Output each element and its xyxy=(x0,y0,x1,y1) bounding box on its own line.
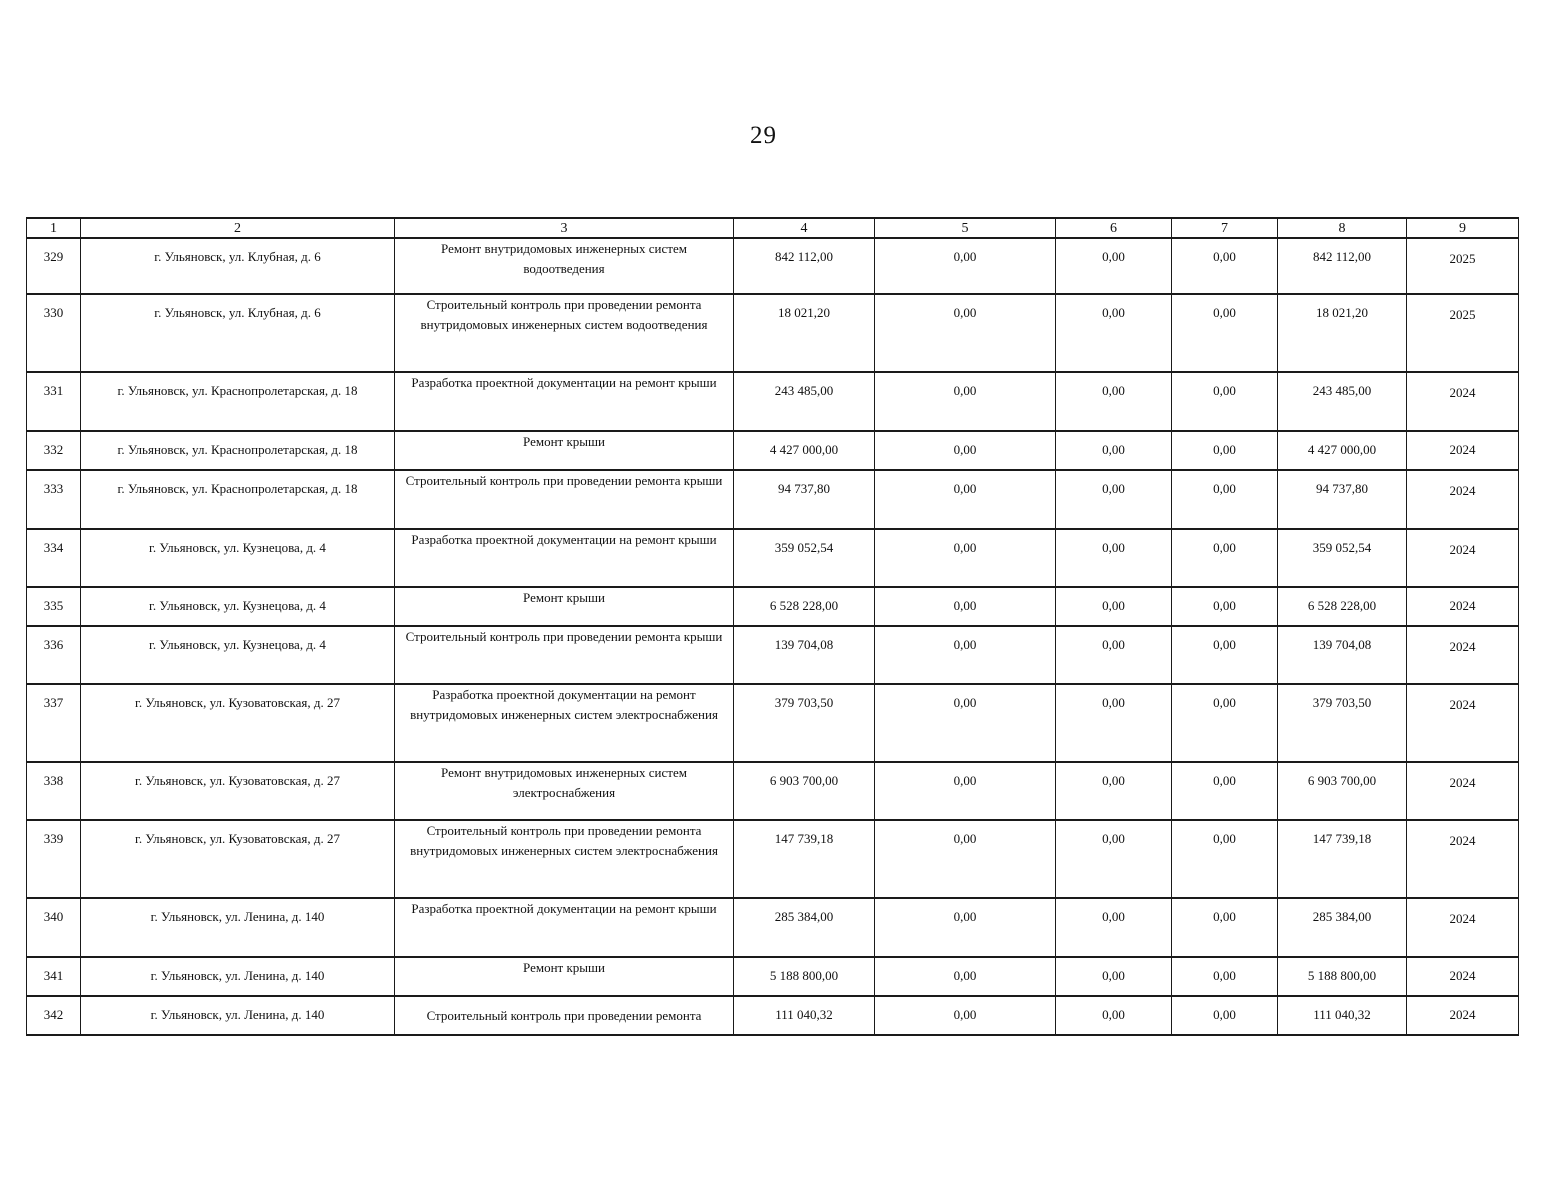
column-6-cell: 0,00 xyxy=(1056,820,1172,898)
total-cost-cell: 111 040,32 xyxy=(734,996,875,1035)
column-7-cell: 0,00 xyxy=(1172,294,1278,372)
table-row xyxy=(27,529,1519,587)
column-5-cell: 0,00 xyxy=(875,294,1056,372)
address-cell: г. Ульяновск, ул. Клубная, д. 6 xyxy=(81,238,395,294)
table-body xyxy=(27,238,1519,1035)
row-number-cell: 338 xyxy=(27,762,81,820)
address-cell: г. Ульяновск, ул. Ленина, д. 140 xyxy=(81,898,395,957)
page-number: 29 xyxy=(750,122,777,149)
total-cost-cell: 94 737,80 xyxy=(734,470,875,529)
year-cell: 2024 xyxy=(1407,587,1519,626)
work-description-cell: Строительный контроль при проведении ремонта крыши xyxy=(395,626,734,684)
table-row xyxy=(27,996,1519,1035)
column-number: 1 xyxy=(27,218,81,238)
column-7-cell: 0,00 xyxy=(1172,372,1278,431)
column-number: 8 xyxy=(1278,218,1407,238)
year-cell: 2024 xyxy=(1407,820,1519,898)
year-cell: 2025 xyxy=(1407,238,1519,294)
column-6-cell: 0,00 xyxy=(1056,957,1172,996)
column-5-cell: 0,00 xyxy=(875,898,1056,957)
column-6-cell: 0,00 xyxy=(1056,294,1172,372)
column-5-cell: 0,00 xyxy=(875,762,1056,820)
table-row xyxy=(27,957,1519,996)
total-cost-cell: 243 485,00 xyxy=(734,372,875,431)
address-cell: г. Ульяновск, ул. Кузнецова, д. 4 xyxy=(81,587,395,626)
column-number: 2 xyxy=(81,218,395,238)
column-8-cell: 359 052,54 xyxy=(1278,529,1407,587)
year-cell: 2024 xyxy=(1407,529,1519,587)
work-description-cell: Ремонт крыши xyxy=(395,431,734,470)
work-description-cell: Разработка проектной документации на ремонт крыши xyxy=(395,372,734,431)
column-6-cell: 0,00 xyxy=(1056,684,1172,762)
address-cell: г. Ульяновск, ул. Кузнецова, д. 4 xyxy=(81,626,395,684)
table-row xyxy=(27,898,1519,957)
column-7-cell: 0,00 xyxy=(1172,431,1278,470)
column-number-row xyxy=(27,218,1519,238)
column-5-cell: 0,00 xyxy=(875,587,1056,626)
column-6-cell: 0,00 xyxy=(1056,470,1172,529)
column-6-cell: 0,00 xyxy=(1056,372,1172,431)
column-8-cell: 285 384,00 xyxy=(1278,898,1407,957)
column-number: 9 xyxy=(1407,218,1519,238)
year-cell: 2024 xyxy=(1407,626,1519,684)
total-cost-cell: 147 739,18 xyxy=(734,820,875,898)
table-row xyxy=(27,294,1519,372)
column-7-cell: 0,00 xyxy=(1172,898,1278,957)
column-6-cell: 0,00 xyxy=(1056,238,1172,294)
column-7-cell: 0,00 xyxy=(1172,684,1278,762)
total-cost-cell: 285 384,00 xyxy=(734,898,875,957)
column-8-cell: 147 739,18 xyxy=(1278,820,1407,898)
work-description-cell: Строительный контроль при проведении ремонта xyxy=(395,996,734,1035)
column-7-cell: 0,00 xyxy=(1172,470,1278,529)
column-5-cell: 0,00 xyxy=(875,996,1056,1035)
year-cell: 2024 xyxy=(1407,684,1519,762)
work-description-cell: Ремонт крыши xyxy=(395,587,734,626)
column-8-cell: 139 704,08 xyxy=(1278,626,1407,684)
table-row xyxy=(27,238,1519,294)
row-number-cell: 330 xyxy=(27,294,81,372)
table-row xyxy=(27,762,1519,820)
table-row xyxy=(27,372,1519,431)
column-8-cell: 5 188 800,00 xyxy=(1278,957,1407,996)
column-number: 3 xyxy=(395,218,734,238)
address-cell: г. Ульяновск, ул. Краснопролетарская, д. 18 xyxy=(81,470,395,529)
row-number-cell: 335 xyxy=(27,587,81,626)
column-6-cell: 0,00 xyxy=(1056,996,1172,1035)
column-5-cell: 0,00 xyxy=(875,684,1056,762)
total-cost-cell: 4 427 000,00 xyxy=(734,431,875,470)
column-5-cell: 0,00 xyxy=(875,372,1056,431)
column-8-cell: 94 737,80 xyxy=(1278,470,1407,529)
year-cell: 2024 xyxy=(1407,898,1519,957)
row-number-cell: 341 xyxy=(27,957,81,996)
year-cell: 2024 xyxy=(1407,431,1519,470)
column-8-cell: 18 021,20 xyxy=(1278,294,1407,372)
column-number: 5 xyxy=(875,218,1056,238)
total-cost-cell: 379 703,50 xyxy=(734,684,875,762)
column-7-cell: 0,00 xyxy=(1172,587,1278,626)
work-description-cell: Ремонт внутридомовых инженерных систем водоотведения xyxy=(395,238,734,294)
total-cost-cell: 6 903 700,00 xyxy=(734,762,875,820)
column-5-cell: 0,00 xyxy=(875,626,1056,684)
row-number-cell: 337 xyxy=(27,684,81,762)
column-8-cell: 379 703,50 xyxy=(1278,684,1407,762)
column-6-cell: 0,00 xyxy=(1056,762,1172,820)
row-number-cell: 336 xyxy=(27,626,81,684)
row-number-cell: 333 xyxy=(27,470,81,529)
address-cell: г. Ульяновск, ул. Краснопролетарская, д. 18 xyxy=(81,431,395,470)
year-cell: 2024 xyxy=(1407,762,1519,820)
year-cell: 2024 xyxy=(1407,372,1519,431)
address-cell: г. Ульяновск, ул. Кузоватовская, д. 27 xyxy=(81,820,395,898)
year-cell: 2024 xyxy=(1407,470,1519,529)
address-cell: г. Ульяновск, ул. Кузнецова, д. 4 xyxy=(81,529,395,587)
table-row xyxy=(27,431,1519,470)
column-6-cell: 0,00 xyxy=(1056,626,1172,684)
table-row xyxy=(27,820,1519,898)
column-8-cell: 6 528 228,00 xyxy=(1278,587,1407,626)
total-cost-cell: 359 052,54 xyxy=(734,529,875,587)
column-8-cell: 111 040,32 xyxy=(1278,996,1407,1035)
work-description-cell: Ремонт внутридомовых инженерных систем электроснабжения xyxy=(395,762,734,820)
total-cost-cell: 842 112,00 xyxy=(734,238,875,294)
total-cost-cell: 139 704,08 xyxy=(734,626,875,684)
works-table xyxy=(26,217,1519,1036)
row-number-cell: 339 xyxy=(27,820,81,898)
column-8-cell: 4 427 000,00 xyxy=(1278,431,1407,470)
column-7-cell: 0,00 xyxy=(1172,238,1278,294)
column-8-cell: 243 485,00 xyxy=(1278,372,1407,431)
column-6-cell: 0,00 xyxy=(1056,529,1172,587)
column-7-cell: 0,00 xyxy=(1172,762,1278,820)
address-cell: г. Ульяновск, ул. Ленина, д. 140 xyxy=(81,957,395,996)
row-number-cell: 334 xyxy=(27,529,81,587)
column-8-cell: 842 112,00 xyxy=(1278,238,1407,294)
work-description-cell: Строительный контроль при проведении ремонта крыши xyxy=(395,470,734,529)
work-description-cell: Разработка проектной документации на ремонт крыши xyxy=(395,898,734,957)
work-description-cell: Строительный контроль при проведении ремонта внутридомовых инженерных систем электроснабжения xyxy=(395,820,734,898)
column-number: 7 xyxy=(1172,218,1278,238)
table-row xyxy=(27,587,1519,626)
address-cell: г. Ульяновск, ул. Кузоватовская, д. 27 xyxy=(81,762,395,820)
total-cost-cell: 18 021,20 xyxy=(734,294,875,372)
column-7-cell: 0,00 xyxy=(1172,996,1278,1035)
year-cell: 2024 xyxy=(1407,996,1519,1035)
column-6-cell: 0,00 xyxy=(1056,431,1172,470)
column-5-cell: 0,00 xyxy=(875,238,1056,294)
row-number-cell: 342 xyxy=(27,996,81,1035)
address-cell: г. Ульяновск, ул. Клубная, д. 6 xyxy=(81,294,395,372)
column-5-cell: 0,00 xyxy=(875,957,1056,996)
work-description-cell: Ремонт крыши xyxy=(395,957,734,996)
work-description-cell: Разработка проектной документации на ремонт крыши xyxy=(395,529,734,587)
row-number-cell: 332 xyxy=(27,431,81,470)
column-6-cell: 0,00 xyxy=(1056,898,1172,957)
address-cell: г. Ульяновск, ул. Краснопролетарская, д. 18 xyxy=(81,372,395,431)
work-description-cell: Разработка проектной документации на ремонт внутридомовых инженерных систем электроснабжения xyxy=(395,684,734,762)
column-5-cell: 0,00 xyxy=(875,431,1056,470)
total-cost-cell: 6 528 228,00 xyxy=(734,587,875,626)
column-7-cell: 0,00 xyxy=(1172,529,1278,587)
work-description-cell: Строительный контроль при проведении ремонта внутридомовых инженерных систем водоотведения xyxy=(395,294,734,372)
column-6-cell: 0,00 xyxy=(1056,587,1172,626)
table-row xyxy=(27,684,1519,762)
column-8-cell: 6 903 700,00 xyxy=(1278,762,1407,820)
column-7-cell: 0,00 xyxy=(1172,957,1278,996)
total-cost-cell: 5 188 800,00 xyxy=(734,957,875,996)
column-5-cell: 0,00 xyxy=(875,470,1056,529)
column-5-cell: 0,00 xyxy=(875,820,1056,898)
row-number-cell: 331 xyxy=(27,372,81,431)
table-row xyxy=(27,470,1519,529)
year-cell: 2024 xyxy=(1407,957,1519,996)
column-7-cell: 0,00 xyxy=(1172,626,1278,684)
address-cell: г. Ульяновск, ул. Кузоватовская, д. 27 xyxy=(81,684,395,762)
column-5-cell: 0,00 xyxy=(875,529,1056,587)
row-number-cell: 329 xyxy=(27,238,81,294)
table-row xyxy=(27,626,1519,684)
row-number-cell: 340 xyxy=(27,898,81,957)
column-7-cell: 0,00 xyxy=(1172,820,1278,898)
year-cell: 2025 xyxy=(1407,294,1519,372)
address-cell: г. Ульяновск, ул. Ленина, д. 140 xyxy=(81,996,395,1035)
column-number: 4 xyxy=(734,218,875,238)
column-number: 6 xyxy=(1056,218,1172,238)
